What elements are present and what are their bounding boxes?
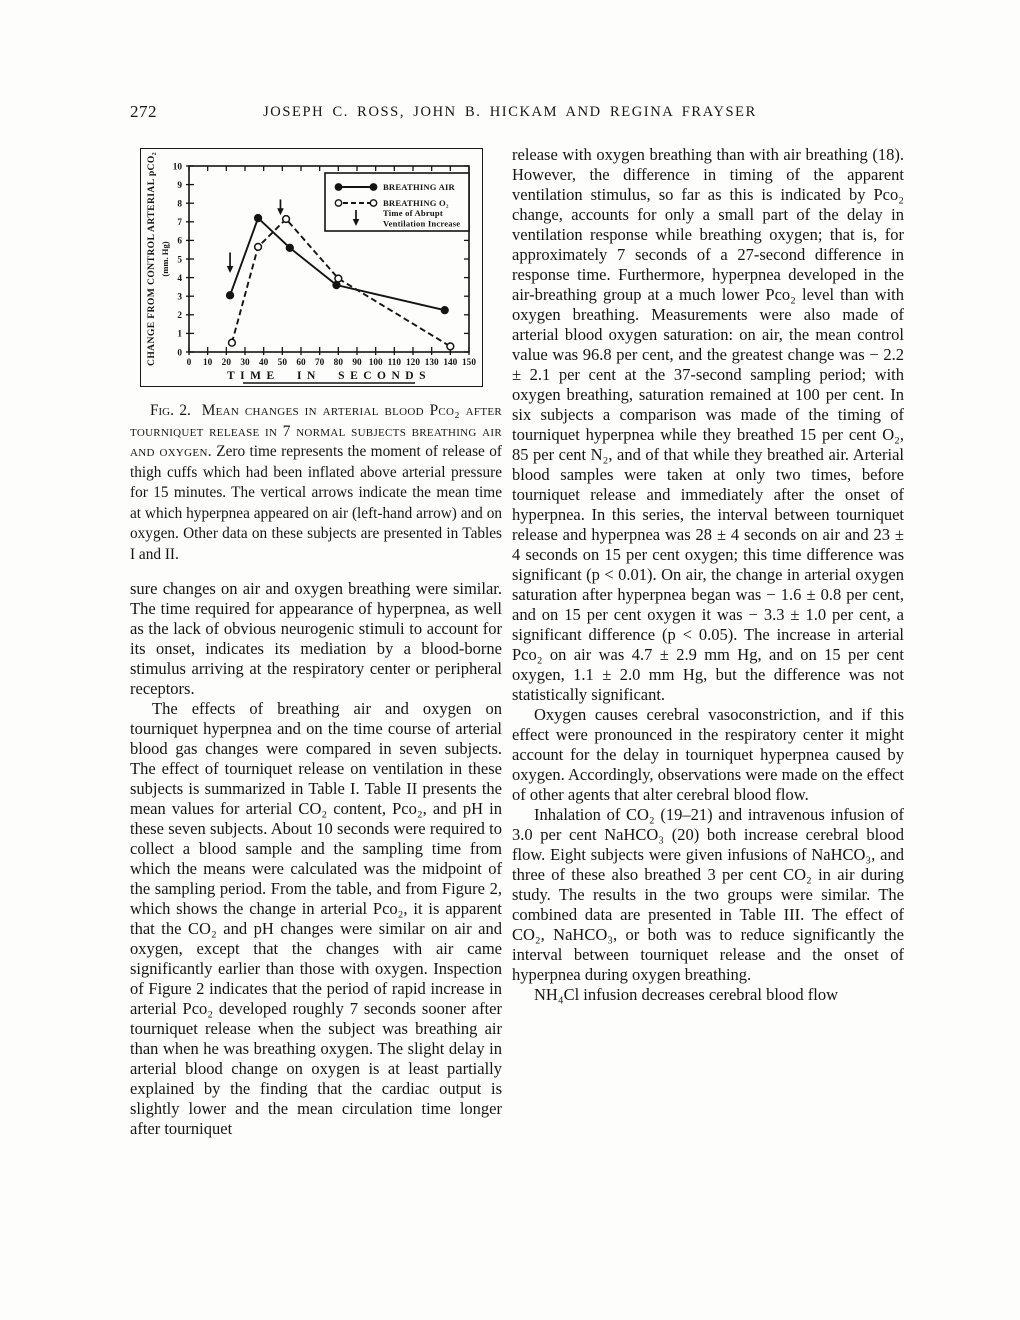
left-column	[130, 148, 502, 1139]
figure-2-box	[140, 148, 483, 387]
data-point	[447, 343, 454, 350]
svg-text:10: 10	[203, 358, 213, 368]
figure-2-caption	[130, 401, 502, 565]
svg-text:4: 4	[177, 273, 182, 284]
caption-figure-label: Fig. 2.	[150, 402, 191, 419]
svg-text:7: 7	[177, 218, 182, 229]
left-paragraph-1: sure changes on air and oxygen breathing were similar. The time required for appearance of hyperpnea, as well as the lack of obvious neurogenic stimuli to account for its onset, indicates its mediation by a blood-borne stimulus arriving at the respiratory center or peripheral receptors.	[130, 579, 502, 698]
running-title: JOSEPH C. ROSS, JOHN B. HICKAM AND REGINA FRAYSER	[263, 104, 757, 120]
legend-label: BREATHING O₂	[383, 198, 449, 209]
arrow-head	[227, 266, 234, 273]
svg-text:50: 50	[277, 358, 287, 368]
figure-chart-svg	[141, 149, 482, 386]
data-point	[229, 339, 236, 346]
caption-body: Zero time represents the moment of release of thigh cuffs which had been inflated above arterial pressure for 15 minutes. The vertical arrows indicate the mean time at which hyperpnea appeared on air (left-hand arrow) and on oxygen. Other data on these subjects are presented in Tables I and II.	[130, 443, 502, 563]
svg-text:9: 9	[177, 180, 182, 191]
chart-legend	[325, 173, 469, 231]
svg-text:1: 1	[177, 329, 182, 340]
legend-label: BREATHING AIR	[383, 182, 455, 193]
svg-text:130: 130	[424, 358, 439, 368]
data-point	[333, 282, 340, 289]
data-point	[286, 244, 293, 251]
svg-text:30: 30	[240, 358, 250, 368]
svg-text:140: 140	[443, 358, 458, 368]
left-paragraph-2: The effects of breathing air and oxygen on tourniquet hyperpnea and on the time course of arterial blood gas changes were compared in seven subjects. The effect of tourniquet release on ventilation in these subjects is summarized in Table I. Table II presents the mean values for arterial CO₂ content, Pco₂, and pH in these seven subjects. About 10 seconds were required to collect a blood sample and the sampling time from which the means were calculated was the midpoint of the sampling period. From the table, and from Figure 2, which shows the change in arterial Pco₂, it is apparent that the CO₂ and pH changes were similar on air and oxygen, except that the changes with air came significantly earlier than those with oxygen. Inspection of Figure 2 indicates that the period of rapid increase in arterial Pco₂ developed roughly 7 seconds sooner after tourniquet release when the subject was breathing air than when he was breathing oxygen. The slight delay in arterial blood change on oxygen is at least partially explained by the finding that the cardiac output is slightly lower and the mean circulation time longer after tourniquet	[130, 699, 502, 1138]
svg-text:2: 2	[177, 311, 182, 322]
svg-text:3: 3	[177, 292, 182, 303]
data-point	[255, 215, 262, 222]
svg-text:8: 8	[177, 199, 182, 210]
svg-text:150: 150	[462, 358, 476, 368]
arrow-head	[277, 208, 284, 215]
legend-arrow-label-2: Ventilation Increase	[383, 218, 461, 229]
svg-text:20: 20	[221, 358, 231, 368]
svg-text:40: 40	[259, 358, 269, 368]
y-axis-units: (mm. Hg)	[160, 241, 170, 277]
svg-text:60: 60	[296, 358, 306, 368]
svg-text:70: 70	[315, 358, 325, 368]
svg-text:5: 5	[177, 255, 182, 266]
caption-title: Mean changes in arterial blood Pco₂ after tourniquet release in 7 normal subjects breathing air and oxygen.	[130, 402, 502, 460]
svg-text:90: 90	[352, 358, 362, 368]
data-point	[255, 244, 262, 251]
page-number: 272	[130, 102, 157, 121]
svg-text:120: 120	[406, 358, 420, 368]
data-point	[335, 275, 342, 282]
svg-text:0: 0	[186, 358, 192, 368]
svg-text:0: 0	[177, 348, 182, 359]
right-paragraph-1: release with oxygen breathing than with air breathing (18). However, the difference in timing of the apparent ventilation stimulus, so far as this is indicated by Pco₂ change, accounts for only a small part of the delay in ventilation response while breathing oxygen; that is, for approximately 7 seconds of a 27-second difference in response time. Furthermore, hyperpnea developed in the air-breathing group at a much lower Pco₂ level than with oxygen breathing. Measurements were also made of arterial blood oxygen saturation: on air, the mean control value was 96.8 per cent, and the greatest change was − 2.2 ± 2.1 per cent at the 37-second sampling period; with oxygen breathing, saturation remained at 100 per cent. In six subjects a comparison was made of the timing of tourniquet hyperpnea while they breathed 15 per cent O₂, 85 per cent N₂, and of that while they breathed air. Arterial blood samples were taken at only two times, before tourniquet release and immediately after the onset of hyperpnea. In this series, the interval between tourniquet release and hyperpnea was 28 ± 4 seconds on air and 23 ± 4 seconds on 15 per cent oxygen; this time difference was significant (p < 0.01). On air, the change in arterial oxygen saturation after hyperpnea began was − 1.6 ± 0.8 per cent, and on 15 per cent oxygen it was − 3.3 ± 1.0 per cent, a significant difference (p < 0.05). The increase in arterial Pco₂ on air was 4.7 ± 2.9 mm Hg, and on 15 per cent oxygen, 1.1 ± 2.0 mm Hg, but the difference was not statistically significant.	[512, 145, 904, 704]
legend-arrow-label-1: Time of Abrupt	[383, 208, 443, 218]
right-paragraph-4: NH₄Cl infusion decreases cerebral blood flow	[534, 985, 839, 1004]
data-point	[441, 307, 448, 314]
svg-text:80: 80	[333, 358, 343, 368]
right-paragraph-2: Oxygen causes cerebral vasoconstriction, and if this effect were pronounced in the respiratory center it might account for the delay in tourniquet hyperpnea caused by oxygen. Accordingly, observations were made on the effect of other agents that alter cerebral blood flow.	[512, 705, 904, 804]
y-axis-title: CHANGE FROM CONTROL ARTERIAL pCO₂	[146, 151, 157, 367]
right-paragraph-3: Inhalation of CO₂ (19–21) and intravenous infusion of 3.0 per cent NaHCO₃ (20) both increase cerebral blood flow. Eight subjects were given infusions of NaHCO₃, and three of these also breathed 3 per cent CO₂ in air during study. The results in the two groups were similar. The combined data are presented in Table III. The effect of CO₂, NaHCO₃, or both was to reduce significantly the interval between tourniquet release and the onset of hyperpnea during oxygen breathing.	[512, 805, 904, 984]
svg-text:10: 10	[172, 162, 182, 173]
series-breathing-o2	[229, 216, 454, 350]
data-point	[283, 216, 290, 223]
x-axis-title: TIME IN SECONDS	[226, 370, 432, 382]
svg-text:100: 100	[368, 358, 383, 368]
data-point	[227, 292, 234, 299]
right-column	[512, 145, 904, 1005]
svg-text:6: 6	[177, 236, 182, 247]
svg-text:110: 110	[387, 358, 402, 368]
ventilation-increase-arrows	[227, 199, 284, 272]
